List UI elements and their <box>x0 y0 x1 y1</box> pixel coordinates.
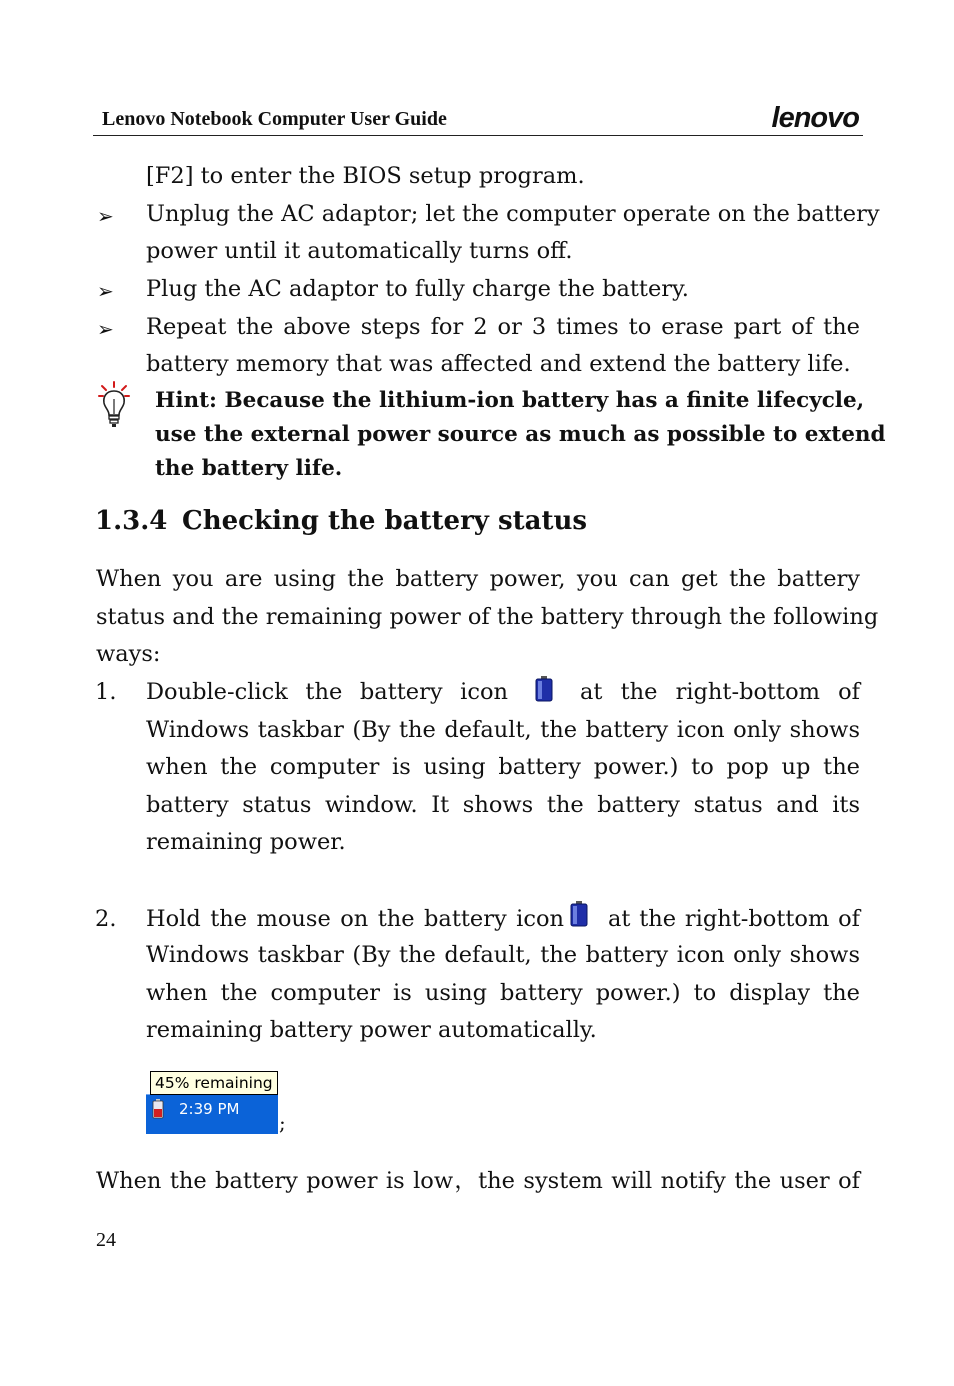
item1-line4: battery status window. It shows the battery status and its <box>146 792 860 818</box>
step-repeat-line1: Repeat the above steps for 2 or 3 times to erase part of the <box>146 314 860 340</box>
item2-line2: Windows taskbar (By the default, the battery icon only shows <box>146 942 860 968</box>
item1-number: 1. <box>95 679 117 705</box>
low-battery-line1: When the battery power is low，the system will notify the user of <box>96 1168 860 1194</box>
item1-line5: remaining power. <box>146 829 346 855</box>
battery-tooltip: 45% remaining <box>150 1071 278 1095</box>
lightbulb-icon <box>98 381 130 429</box>
item2-line1b: at the right-bottom of <box>608 906 860 932</box>
item2-line4: remaining battery power automatically. <box>146 1017 597 1043</box>
tray-battery-icon <box>152 1099 164 1119</box>
page-header <box>93 100 863 136</box>
item2-number: 2. <box>95 906 117 932</box>
taskbar-tooltip-screenshot <box>146 1071 278 1133</box>
bullet-arrow-icon: ➢ <box>97 317 114 341</box>
section-title: Checking the battery status <box>182 506 587 536</box>
tray-clock: 2:39 PM <box>179 1100 240 1118</box>
trailing-semicolon: ; <box>279 1111 286 1135</box>
intro-line3: ways: <box>96 641 161 667</box>
step-unplug-line1: Unplug the AC adaptor; let the computer operate on the battery <box>146 201 880 227</box>
step-repeat-line2: battery memory that was affected and extend the battery life. <box>146 351 851 377</box>
hint-line1: Hint: Because the lithium-ion battery has a finite lifecycle, <box>155 388 865 413</box>
section-heading <box>95 506 587 536</box>
item2-line3: when the computer is using battery power.) to display the <box>146 980 860 1006</box>
header-title: Lenovo Notebook Computer User Guide <box>102 108 447 130</box>
lenovo-logo: lenovo <box>771 102 859 134</box>
bullet-arrow-icon: ➢ <box>97 279 114 303</box>
hint-line2: use the external power source as much as possible to extend <box>155 422 886 447</box>
item1-line1b: at the right-bottom of <box>580 679 860 705</box>
step-plug-text: Plug the AC adaptor to fully charge the battery. <box>146 276 689 302</box>
battery-icon <box>534 675 554 703</box>
step-f2-text: [F2] to enter the BIOS setup program. <box>146 163 585 189</box>
item2-line1a: Hold the mouse on the battery icon <box>146 906 564 932</box>
page-number: 24 <box>96 1229 116 1251</box>
item1-line3: when the computer is using battery power.) to pop up the <box>146 754 860 780</box>
section-number: 1.3.4 <box>95 506 168 536</box>
item1-line1a: Double-click the battery icon <box>146 679 508 705</box>
hint-line3: the battery life. <box>155 456 343 481</box>
taskbar <box>146 1094 278 1134</box>
intro-line1: When you are using the battery power, you can get the battery <box>96 566 860 592</box>
bullet-arrow-icon: ➢ <box>97 204 114 228</box>
battery-icon <box>569 900 589 928</box>
item1-line2: Windows taskbar (By the default, the battery icon only shows <box>146 717 860 743</box>
step-unplug-line2: power until it automatically turns off. <box>146 238 573 264</box>
intro-line2: status and the remaining power of the battery through the following <box>96 604 879 630</box>
